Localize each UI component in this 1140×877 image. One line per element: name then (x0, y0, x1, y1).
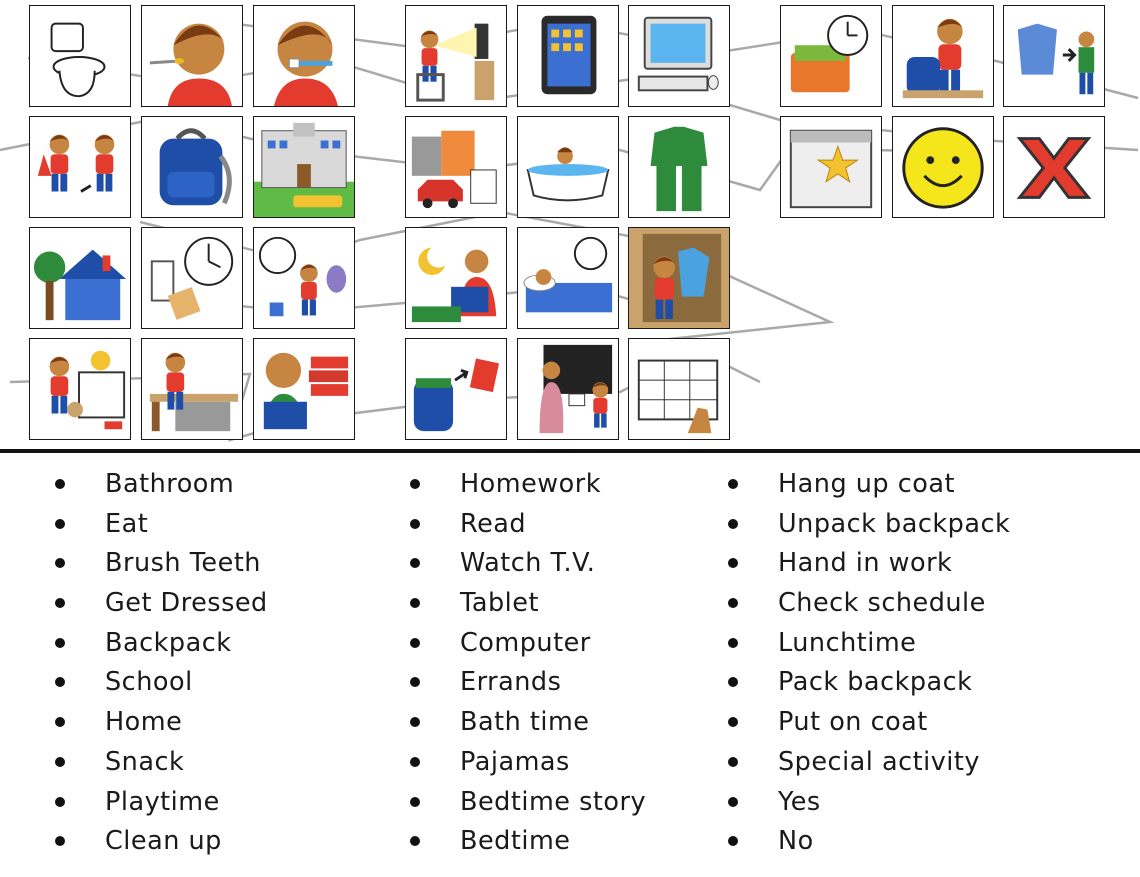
hang-coat-icon (629, 228, 729, 328)
picture-card (253, 227, 355, 329)
picture-card (253, 5, 355, 107)
list-item: Brush Teeth (55, 544, 268, 584)
activity-list-2 (410, 465, 646, 862)
picture-card (29, 227, 131, 329)
list-item: Get Dressed (55, 584, 268, 624)
school-building-icon (254, 117, 354, 217)
picture-card (628, 338, 730, 440)
picture-card (1003, 116, 1105, 218)
bullet (728, 797, 738, 807)
bathtub-icon (518, 117, 618, 217)
bullet (728, 598, 738, 608)
list-item: No (728, 822, 1010, 862)
picture-card (141, 5, 243, 107)
list-item: Unpack backpack (728, 505, 1010, 545)
check-schedule-icon (629, 339, 729, 439)
bullet (728, 519, 738, 529)
bullet (410, 836, 420, 846)
list-item: Yes (728, 783, 1010, 823)
bullet (728, 836, 738, 846)
put-on-coat-icon (1004, 6, 1104, 106)
bullet (410, 479, 420, 489)
bullet (410, 598, 420, 608)
list-item: Special activity (728, 743, 1010, 783)
picture-card (29, 338, 131, 440)
picture-card (780, 116, 882, 218)
playtime-icon (254, 228, 354, 328)
list-item: Clean up (55, 822, 268, 862)
picture-card (517, 227, 619, 329)
list-item: Tablet (410, 584, 646, 624)
bullet (55, 836, 65, 846)
bullet (410, 558, 420, 568)
list-item: Pajamas (410, 743, 646, 783)
bullet (55, 598, 65, 608)
picture-card (405, 338, 507, 440)
pack-backpack-icon (893, 6, 993, 106)
picture-card (405, 227, 507, 329)
picture-card (405, 5, 507, 107)
picture-card (517, 116, 619, 218)
lunchbox-clock-icon (781, 6, 881, 106)
toy-box-icon (30, 339, 130, 439)
list-item: Homework (410, 465, 646, 505)
bullet (728, 677, 738, 687)
bullet (728, 757, 738, 767)
list-item: Hand in work (728, 544, 1010, 584)
picture-card (892, 5, 994, 107)
list-item: Pack backpack (728, 663, 1010, 703)
toilet-icon (30, 6, 130, 106)
picture-card (253, 116, 355, 218)
list-item: Put on coat (728, 703, 1010, 743)
picture-card (517, 338, 619, 440)
bullet (410, 519, 420, 529)
picture-card (780, 5, 882, 107)
list-item: Bath time (410, 703, 646, 743)
pajamas-icon (629, 117, 729, 217)
list-item: Errands (410, 663, 646, 703)
bullet (55, 638, 65, 648)
bullet (410, 717, 420, 727)
list-item: Bedtime (410, 822, 646, 862)
snack-clock-icon (142, 228, 242, 328)
computer-icon (629, 6, 729, 106)
picture-card (892, 116, 994, 218)
list-item: Hang up coat (728, 465, 1010, 505)
picture-card (628, 227, 730, 329)
picture-card (141, 116, 243, 218)
bullet (728, 479, 738, 489)
watch-tv-icon (406, 6, 506, 106)
get-dressed-icon (30, 117, 130, 217)
bedtime-story-icon (406, 228, 506, 328)
divider (0, 449, 1140, 453)
bullet (55, 797, 65, 807)
bullet (55, 757, 65, 767)
house-icon (30, 228, 130, 328)
errands-icon (406, 117, 506, 217)
desk-homework-icon (142, 339, 242, 439)
list-item: Watch T.V. (410, 544, 646, 584)
list-item: Home (55, 703, 268, 743)
bullet (55, 677, 65, 687)
bullet (55, 519, 65, 529)
list-item: School (55, 663, 268, 703)
list-item: Check schedule (728, 584, 1010, 624)
activity-list-3 (728, 465, 1010, 862)
bullet (728, 558, 738, 568)
tablet-icon (518, 6, 618, 106)
bullet (728, 638, 738, 648)
hand-in-work-icon (518, 339, 618, 439)
bullet (410, 757, 420, 767)
unpack-backpack-icon (406, 339, 506, 439)
picture-card (517, 5, 619, 107)
calendar-star-icon (781, 117, 881, 217)
picture-card (628, 116, 730, 218)
bullet (410, 677, 420, 687)
list-item: Lunchtime (728, 624, 1010, 664)
red-x-icon (1004, 117, 1104, 217)
list-item: Playtime (55, 783, 268, 823)
toothbrush-icon (254, 6, 354, 106)
list-item: Bedtime story (410, 783, 646, 823)
picture-card (141, 338, 243, 440)
smiley-sun-icon (893, 117, 993, 217)
bullet (728, 717, 738, 727)
eating-icon (142, 6, 242, 106)
backpack-icon (142, 117, 242, 217)
activity-list-1 (55, 465, 268, 862)
picture-card (253, 338, 355, 440)
list-item: Bathroom (55, 465, 268, 505)
list-item: Read (410, 505, 646, 545)
bullet (55, 479, 65, 489)
bullet (410, 797, 420, 807)
bullet (55, 558, 65, 568)
list-item: Snack (55, 743, 268, 783)
bullet (410, 638, 420, 648)
list-item: Eat (55, 505, 268, 545)
picture-card (141, 227, 243, 329)
picture-card (628, 5, 730, 107)
picture-card (405, 116, 507, 218)
sleeping-icon (518, 228, 618, 328)
picture-card (29, 5, 131, 107)
list-item: Computer (410, 624, 646, 664)
picture-card (29, 116, 131, 218)
picture-card (1003, 5, 1105, 107)
list-item: Backpack (55, 624, 268, 664)
bullet (55, 717, 65, 727)
reading-books-icon (254, 339, 354, 439)
